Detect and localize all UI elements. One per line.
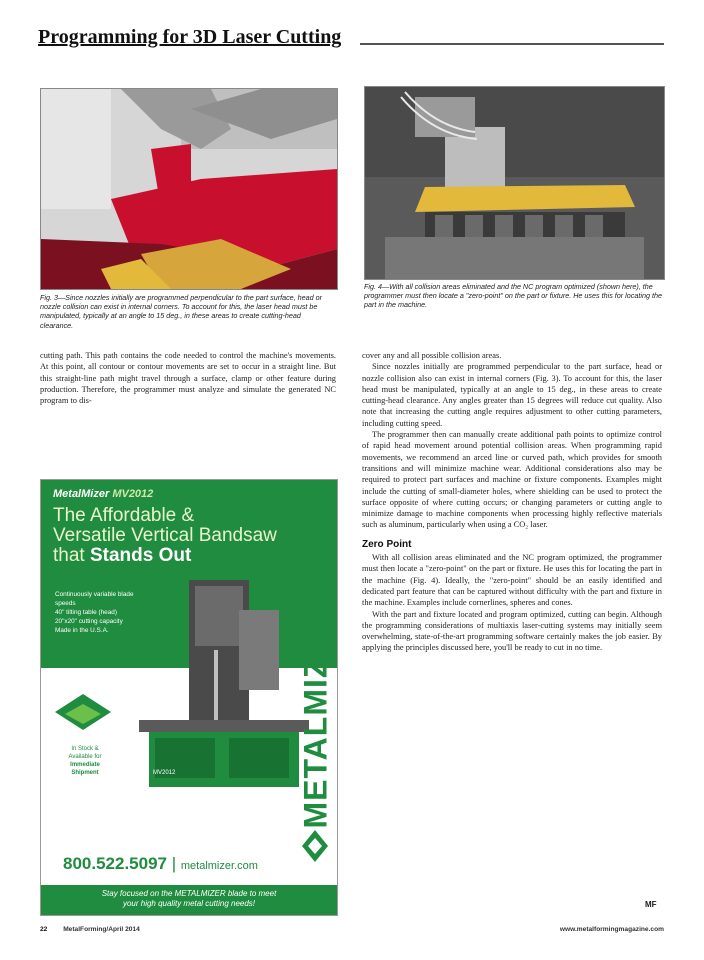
ad-separator: | (171, 854, 181, 873)
fixture-render (365, 87, 664, 279)
ad-stock-text (53, 745, 117, 777)
figure-4-image (364, 86, 665, 280)
figure-3-image (40, 88, 338, 290)
ad-footer-bar (41, 885, 337, 915)
ad-contact-line (63, 854, 258, 874)
ad-feature: Continuously variable blade (55, 591, 134, 598)
end-mark: MF (645, 900, 657, 909)
ad-feature: 20"x20" cutting capacity (55, 618, 123, 625)
ad-url-link[interactable]: metalmizer.com (180, 860, 258, 872)
ad-stock-line: Shipment (71, 770, 99, 776)
page-title: Programming for 3D Laser Cutting (38, 26, 342, 48)
ad-stock-line: Immediate (70, 762, 100, 768)
ad-side-logo: METALMIZER (297, 611, 334, 829)
ad-brand-line (53, 488, 153, 500)
publication: MetalForming/April 2014 (63, 926, 140, 933)
figure-4-caption: Fig. 4—With all collision areas eliminated and the NC program optimized (shown here), the programmer must then locate a "zero-point" on the part or fixture. He uses this for locating the part in the machine. (364, 282, 662, 310)
left-paragraph: cutting path. This path contains the code needed to control the machine's movements. At this point, all contour or contour movements are set to occur in a straight line. But this straight-line path might travel through a surface, clamp or other feature during production. Therefore, the programmer must analyze and simulate the generated NC program to dis- (40, 351, 336, 406)
ad-model: MV2012 (112, 488, 154, 500)
right-paragraph-1: cover any and all possible collision areas. (362, 351, 502, 360)
ad-headline-1: The Affordable & (53, 505, 195, 526)
ad-feature: speeds (55, 600, 76, 607)
website-link[interactable]: www.metalformingmagazine.com (559, 926, 664, 933)
left-column (40, 350, 336, 406)
right-paragraph-2: Since nozzles initially are programmed perpendicular to the part surface, head or nozzle collision also can exist in internal corners (Fig. 3). To account for this, the laser head must be manipulated, typically at an angle to 15 deg., in these areas to create cutting-head clearance. Any angles greater than 15 degrees will reduce cut quality. Also note that increasing the cutting angle requires adjustment to other cutting parameters, including cutting speed. (362, 362, 662, 428)
ad-feature: 40" tilting table (head) (55, 609, 117, 616)
ad-footer-line-1: Stay focused on the METALMIZER blade to meet (101, 889, 277, 898)
ad-headline (53, 506, 277, 566)
right-paragraph-3: The programmer then can manually create additional path points to optimize control of rapid head movement around potential collision areas. When programming rapid movements, we recommend an arced line or curved path, which provides for smooth transitions and will minimize machine wear. Additional considerations also may be required to protect part surfaces and machine or fixture components. Examples might include the cutting of small-diameter holes, where shielding can be used to protect the surface opposite of where cutting occurs; or changing parameters or cutting angle to minimize damage to machine components when processing highly reflective materials such as aluminum, particularly when using a CO₂ laser. (362, 430, 662, 530)
ad-headline-stands-out: Stands Out (89, 545, 192, 566)
ad-brand: MetalMizer (53, 488, 110, 500)
ad-phone: 800.522.5097 (63, 854, 167, 873)
ad-headline-3 (53, 546, 277, 566)
right-column (362, 350, 662, 654)
ad-stock-line: Available for (68, 754, 102, 760)
laser-head-render (41, 89, 337, 289)
page-number: 22 (40, 926, 48, 933)
right-paragraph-5: With the part and fixture located and program optimized, cutting can begin. Although the programming considerations of multiaxis laser-cutting systems may initially seem overwhelming, state-of-the-art programming software certainly makes the job easier. By applying the principles discussed here, you'll be ready to cut in no time. (362, 609, 662, 653)
ad-feature: Made in the U.S.A. (55, 627, 109, 634)
ad-headline-that: that (53, 545, 85, 566)
ad-footer-line-2: your high quality metal cutting needs! (122, 899, 256, 908)
zero-point-subhead: Zero Point (362, 538, 412, 550)
ad-headline-2: Versatile Vertical Bandsaw (53, 525, 277, 546)
figure-3-caption: Fig. 3—Since nozzles initially are programmed perpendicular to the part surface, head or nozzle collision can exist in internal corners. To account for this, the laser head must be manipulated, typically at an angle to 15 deg., in these areas to create cutting-head clearance. (40, 293, 323, 330)
saw-plate-label: MV2012 (153, 770, 176, 776)
bandsaw-illustration (119, 570, 309, 790)
page-footer (40, 926, 664, 933)
ad-stock-icon (53, 692, 113, 742)
ad-stock-line: In Stock & (71, 746, 99, 752)
header-rule (360, 43, 664, 45)
metalmizer-ad[interactable] (40, 479, 338, 916)
ad-logo-diamond-icon (300, 828, 330, 864)
ad-footer-text (51, 889, 327, 909)
right-paragraph-4: With all collision areas eliminated and the NC program optimized, the programmer must then locate a "zero-point" on the part or fixture. He uses this for locating the part in the machine (Fig. 4). Ideally, the "zero-point" should be an easily identified and dedicated part feature that can be captured without difficulty with the part and fixture in the machine. Examples include cornerlines, spheres and cones. (362, 553, 662, 608)
